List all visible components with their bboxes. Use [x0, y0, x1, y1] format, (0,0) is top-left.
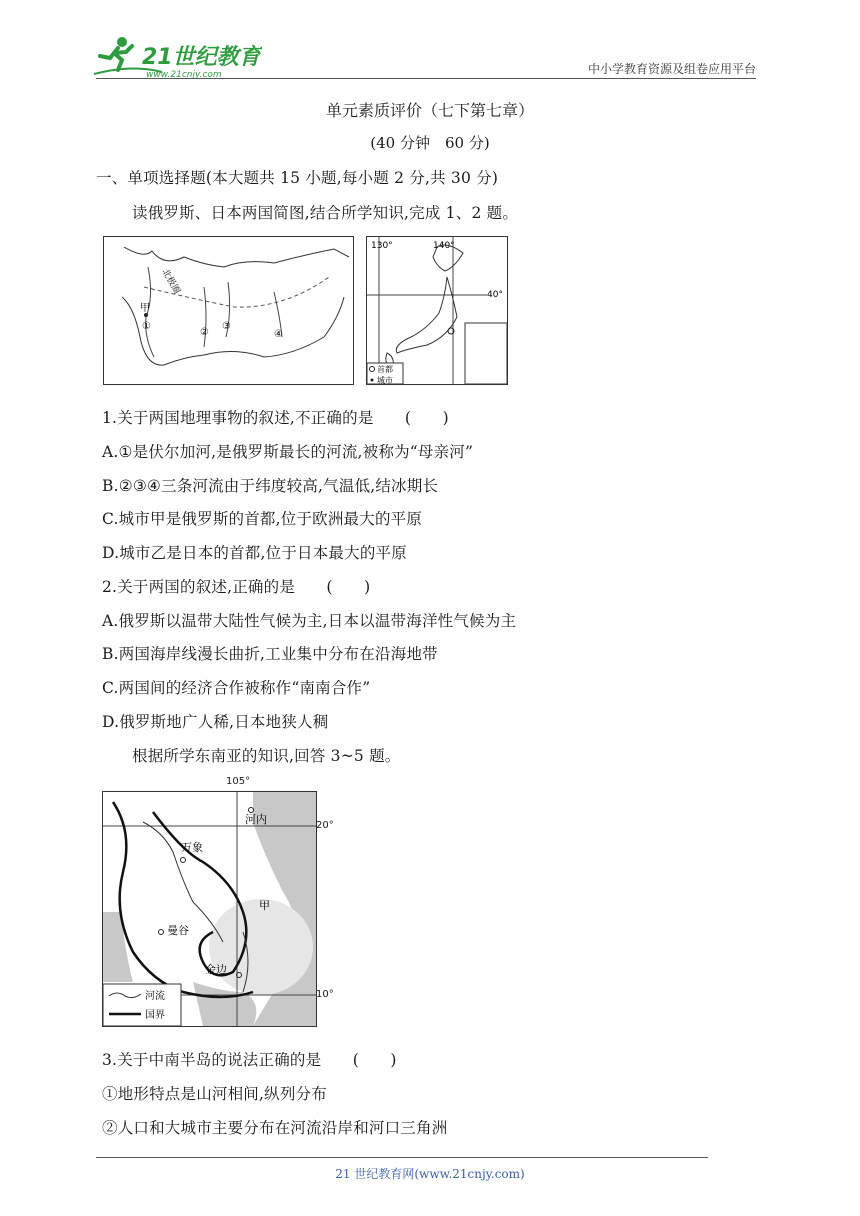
- legend-city-icon: [371, 379, 374, 382]
- logo-url: www.21cnjy.com: [146, 70, 222, 80]
- longitude-140-label: 140°: [433, 241, 455, 251]
- intro-text-2: 根据所学东南亚的知识,回答 3~5 题。: [132, 747, 401, 765]
- arctic-circle-label: 北极圈: [159, 267, 182, 296]
- city-bangkok-label: 曼谷: [167, 924, 189, 937]
- footer-link[interactable]: 21 世纪教育网(www.21cnjy.com): [335, 1167, 525, 1181]
- question-2-option-a: A.俄罗斯以温带大陆性气候为主,日本以温带海洋性气候为主: [102, 612, 517, 630]
- latitude-20-label: 20°: [316, 820, 334, 831]
- question-2-option-c: C.两国间的经济合作被称作“南南合作”: [102, 679, 371, 697]
- question-1-option-d: D.城市乙是日本的首都,位于日本最大的平原: [102, 544, 407, 562]
- legend-border-label: 国界: [145, 1010, 165, 1021]
- question-2-stem: 2.关于两国的叙述,正确的是 ( ): [102, 578, 371, 596]
- city-label-jia: 甲: [140, 303, 150, 314]
- question-1-option-b: B.②③④三条河流由于纬度较高,气温低,结冰期长: [102, 477, 439, 495]
- japan-map: [366, 236, 508, 385]
- city-hanoi-label: 河内: [245, 813, 267, 826]
- question-3-statement-1: ①地形特点是山河相间,纵列分布: [102, 1085, 327, 1103]
- longitude-105-label: 105°: [226, 776, 251, 787]
- capital-marker-icon: [249, 808, 254, 813]
- section-heading: 一、单项选择题(本大题共 15 小题,每小题 2 分,共 30 分): [96, 169, 499, 187]
- question-2-option-d: D.俄罗斯地广人稀,日本地狭人稠: [102, 713, 329, 731]
- marker-jia-label: 甲: [259, 899, 270, 912]
- footer-divider: [96, 1157, 708, 1158]
- site-logo: [92, 34, 262, 80]
- question-3-stem: 3.关于中南半岛的说法正确的是 ( ): [102, 1051, 397, 1069]
- river-marker-3: ③: [222, 321, 231, 332]
- legend-capital-label: 首都: [377, 365, 393, 374]
- header-divider: [96, 78, 756, 79]
- city-vientiane-label: 万象: [181, 841, 203, 854]
- page-title: 单元素质评价（七下第七章）: [325, 101, 534, 120]
- city-phnompenh-label: 金边: [205, 963, 227, 976]
- question-1-stem: 1.关于两国地理事物的叙述,不正确的是 ( ): [102, 409, 449, 427]
- latitude-40-label: 40°: [487, 290, 503, 300]
- river-marker-4: ④: [274, 329, 283, 340]
- question-2-option-b: B.两国海岸线漫长曲折,工业集中分布在沿海地带: [102, 645, 438, 663]
- capital-marker-icon: [181, 858, 186, 863]
- legend-city-label: 城市: [377, 376, 393, 384]
- logo-text: 21世纪教育: [142, 45, 261, 70]
- river-marker-2: ②: [200, 327, 209, 338]
- intro-text-1: 读俄罗斯、日本两国简图,结合所学知识,完成 1、2 题。: [132, 204, 519, 222]
- question-1-option-c: C.城市甲是俄罗斯的首都,位于欧洲最大的平原: [102, 510, 423, 528]
- header-slogan: 中小学教育资源及组卷应用平台: [587, 62, 756, 76]
- capital-marker-icon: [159, 930, 164, 935]
- river-marker-1: ①: [142, 321, 151, 332]
- southeast-asia-map: [102, 791, 317, 1027]
- question-3-statement-2: ②人口和大城市主要分布在河流沿岸和河口三角洲: [102, 1119, 448, 1137]
- latitude-10-label: 10°: [316, 989, 334, 1000]
- russia-map: [103, 236, 354, 385]
- question-1-option-a: A.①是伏尔加河,是俄罗斯最长的河流,被称为“母亲河”: [102, 443, 474, 461]
- legend-river-label: 河流: [145, 991, 165, 1002]
- page-subtitle: (40 分钟 60 分): [370, 134, 490, 152]
- runner-logo-icon: [92, 34, 262, 80]
- longitude-130-label: 130°: [371, 241, 393, 251]
